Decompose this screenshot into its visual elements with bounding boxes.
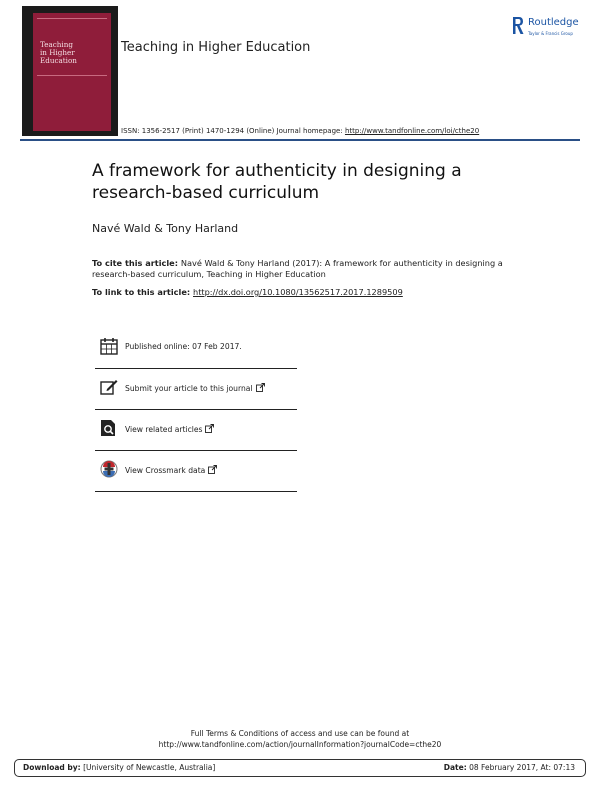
cover-rule — [37, 18, 107, 19]
download-date — [444, 763, 575, 772]
calendar-icon — [100, 337, 118, 355]
related-articles-item[interactable] — [95, 411, 297, 451]
download-date-label: Date: — [443, 763, 467, 772]
terms-line: Full Terms & Conditions of access and use can be found at — [190, 729, 410, 738]
download-info-bar — [14, 759, 586, 777]
article-authors: Navé Wald & Tony Harland — [92, 222, 239, 235]
issn-line — [121, 127, 479, 135]
journal-cover — [22, 6, 118, 136]
publisher-name: Routledge — [528, 17, 579, 28]
download-date-value: 08 February 2017, At: 07:13 — [469, 763, 575, 772]
journal-title[interactable]: Teaching in Higher Education — [121, 40, 311, 55]
published-online-label: Published online: 07 Feb 2017. — [125, 342, 242, 351]
cover-title — [40, 41, 106, 65]
journal-homepage-link[interactable]: http://www.tandfonline.com/loi/cthe20 — [344, 127, 480, 135]
external-link-icon — [256, 383, 265, 392]
journal-cover-panel — [33, 13, 111, 131]
item-divider — [95, 491, 297, 492]
cover-rule — [37, 75, 107, 76]
publisher-tagline: Taylor & Francis Group — [528, 31, 573, 36]
crossmark-label: View Crossmark data — [125, 466, 206, 475]
downloaded-by-label: Download by: — [23, 763, 81, 772]
crossmark-link[interactable] — [125, 465, 217, 475]
edit-icon — [100, 378, 118, 396]
cite-label: To cite this article: — [92, 258, 181, 268]
cover-title-line: Education — [40, 56, 77, 65]
link-label: To link to this article: — [92, 287, 193, 297]
doi-link[interactable]: http://dx.doi.org/10.1080/13562517.2017.1289509 — [193, 287, 403, 297]
external-link-icon — [205, 424, 214, 433]
crossmark-icon — [100, 460, 118, 478]
citation — [92, 258, 532, 280]
article-link-row — [92, 287, 403, 297]
downloaded-by-value: [University of Newcastle, Australia] — [83, 763, 216, 772]
article-title: A framework for authenticity in designing a research-based curriculum — [92, 161, 462, 203]
cover-title-line: in Higher — [40, 48, 75, 57]
external-link-icon — [208, 465, 217, 474]
routledge-logo-icon — [511, 16, 525, 36]
item-divider — [95, 450, 297, 451]
item-divider — [95, 409, 297, 410]
cover-title-line: Teaching — [40, 40, 73, 49]
terms-url[interactable]: http://www.tandfonline.com/action/journalInformation?journalCode=cthe20 — [158, 740, 442, 749]
submit-article-label: Submit your article to this journal — [125, 384, 253, 393]
item-divider — [95, 368, 297, 369]
submit-article-link[interactable] — [125, 383, 265, 393]
cite-text: Navé Wald & Tony Harland (2017): A framework for authenticity in designing a research-based curriculum, Teaching in Higher Education — [92, 258, 503, 279]
related-articles-icon — [100, 419, 118, 437]
downloaded-by — [23, 763, 215, 772]
terms-notice — [0, 728, 600, 750]
published-online-item — [95, 329, 297, 369]
submit-article-item[interactable] — [95, 370, 297, 410]
issn-text: ISSN: 1356-2517 (Print) 1470-1294 (Online) Journal homepage: — [121, 127, 345, 135]
related-articles-label: View related articles — [125, 425, 203, 434]
related-articles-link[interactable] — [125, 424, 214, 434]
header-divider — [20, 139, 580, 141]
crossmark-item[interactable] — [95, 452, 297, 492]
